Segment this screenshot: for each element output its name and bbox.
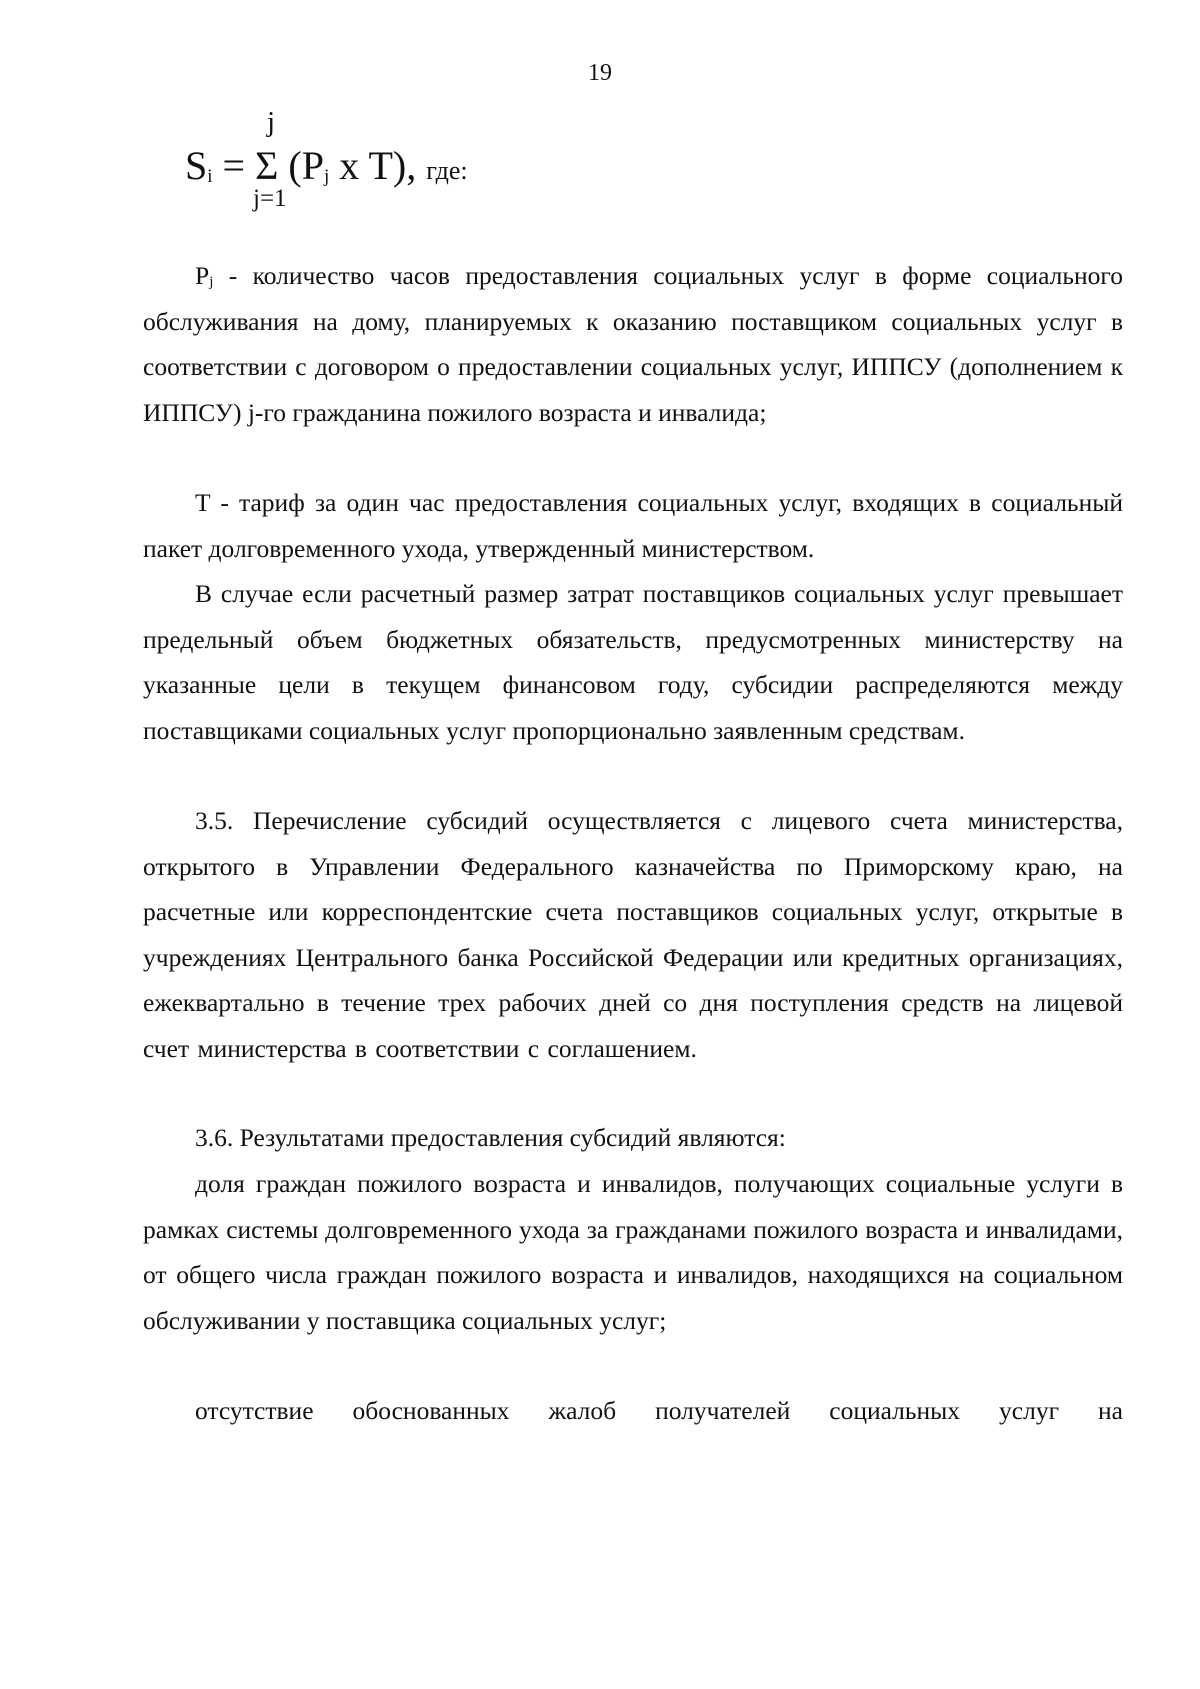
formula-where: где: <box>426 156 468 185</box>
formula-rest: x T), <box>329 143 427 188</box>
paragraph-tariff-definition: T - тариф за один час предоставления социальных услуг, входящих в социальный пакет долговременного ухода, утвержденный министерством. <box>143 488 1123 563</box>
paragraph-3-5-transfer: 3.5. Перечисление субсидий осуществляется с лицевого счета министерства, открытого в Управлении Федерального казначейства по Приморскому краю, на расчетные или корреспондентские счета поставщиков социальных услуг, открытые в учреждениях Центрального банка Российской Федерации или кредитных организациях, ежеквартально в течение трех рабочих дней со дня поступления средств на лицевой счет министерства в соответствии с соглашением. <box>143 806 1123 1063</box>
summation-formula <box>185 100 605 230</box>
pj-symbol: P <box>195 261 210 290</box>
paragraph-proportional-distribution: В случае если расчетный размер затрат поставщиков социальных услуг превышает предельный объем бюджетных обязательств, предусмотренных министерству на указанные цели в текущем финансовом году, субсидии распределяются между поставщиками социальных услуг пропорционально заявленным средствам. <box>143 579 1123 745</box>
pj-definition-text: - количество часов предоставления социальных услуг в форме социального обслуживания на дому, планируемых к оказанию поставщиком социальных услуг в соответствии с договором о предоставлении социальных услуг, ИППСУ (дополнением к ИППСУ) j-го гражданина пожилого возраста и инвалида; <box>143 261 1123 427</box>
formula-upper-limit: j <box>267 106 276 138</box>
formula-inner-index: j <box>323 166 330 187</box>
formula-expression <box>185 142 468 201</box>
formula-lhs: S <box>185 143 208 188</box>
paragraph-3-6-results-heading: 3.6. Результатами предоставления субсидий являются: <box>195 1123 786 1152</box>
paragraph-result-share-of-citizens: доля граждан пожилого возраста и инвалидов, получающих социальные услуги в рамках системы долговременного ухода за гражданами пожилого возраста и инвалидами, от общего числа граждан пожилого возраста и инвалидов, находящихся на социальном обслуживании у поставщика социальных услуг; <box>143 1169 1123 1335</box>
pj-index: j <box>209 274 214 290</box>
formula-lhs-index: i <box>207 166 213 187</box>
formula-lower-limit: j=1 <box>253 185 287 212</box>
paragraph-pj-definition <box>143 253 1123 435</box>
formula-operator: = Σ (P <box>212 143 324 188</box>
page-number: 19 <box>588 60 612 86</box>
paragraph-result-no-complaints: отсутствие обоснованных жалоб получателей социальных услуг на <box>195 1396 1123 1425</box>
